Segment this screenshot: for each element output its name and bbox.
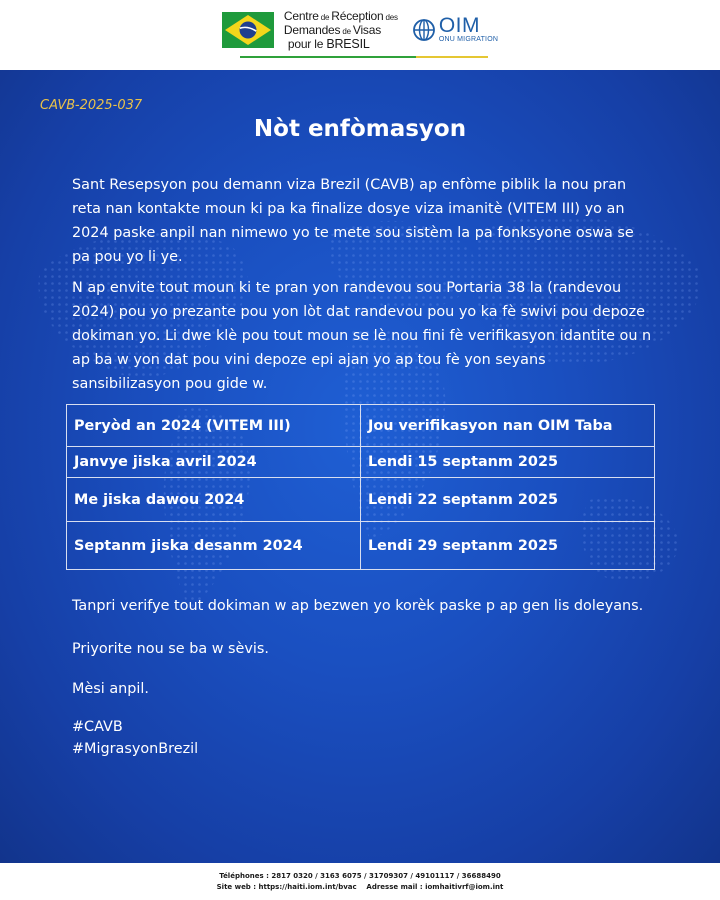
- website-link[interactable]: https://haiti.iom.int/bvac: [258, 883, 357, 891]
- footer-phones: Téléphones : 2817 0320 / 3163 6075 / 31709307 / 49101117 / 36688490: [219, 872, 501, 880]
- verification-schedule-table: [66, 404, 655, 570]
- header-underline: [240, 56, 488, 58]
- logo-line-2: Demandes de Visas: [283, 23, 382, 37]
- instructions-paragraph: N ap envite tout moun ki te pran yon randevou sou Portaria 38 la (randevou 2024) pou yo prezante pou yon lòt dat randevou pou yo ka fè swivi pou depoze dokiman yo. Li dwe klè pou tout moun se lè nou fini fè verifikasyon idantite ou n ap ba w yon dat pou vini depoze epi ajan yo ap tou fè yon seyans sansibilizasyon pou gide w.: [72, 280, 652, 392]
- page-header: [0, 0, 720, 70]
- logo-line-3: pour le BRESIL: [287, 37, 370, 51]
- oim-acronym: OIM: [438, 14, 481, 37]
- oim-globe-icon: [412, 18, 436, 42]
- site-label: Site web :: [216, 883, 259, 891]
- hashtag-cavb: #CAVB: [72, 719, 123, 735]
- date-cell: Lendi 15 septanm 2025: [361, 447, 655, 478]
- table-header-date: Jou verifikasyon nan OIM Taba: [361, 405, 655, 447]
- table-header-row: [67, 405, 655, 447]
- date-cell: Lendi 29 septanm 2025: [361, 522, 655, 570]
- thanks-text: Mèsi anpil.: [72, 681, 149, 697]
- brazil-flag-icon: [222, 12, 274, 48]
- table-row: [67, 478, 655, 522]
- intro-paragraph: Sant Resepsyon pou demann viza Brezil (CAVB) ap enfòme piblik la nou pran reta nan kontakte moun ki pa ka finalize dosye viza imanitè (VITEM III) yo an 2024 paske anpil nan nimewo yo te mete sou sistèm la pa fonksyone oswa se pa pou yo li ye.: [72, 177, 634, 265]
- reference-number: CAVB-2025-037: [40, 98, 143, 113]
- footer-contacts: [0, 882, 720, 893]
- date-cell: Lendi 22 septanm 2025: [361, 478, 655, 522]
- email-link[interactable]: iomhaitivrf@iom.int: [425, 883, 504, 891]
- period-cell: Septanm jiska desanm 2024: [67, 522, 361, 570]
- oim-subtitle: ONU MIGRATION: [438, 36, 499, 43]
- cavb-logo-text: [284, 10, 398, 50]
- documents-notice: Tanpri verifye tout dokiman w ap bezwen yo korèk paske p ap gen lis doleyans.: [72, 598, 644, 614]
- oim-logo: [412, 16, 498, 44]
- priority-notice: Priyorite nou se ba w sèvis.: [72, 641, 269, 657]
- period-cell: Me jiska dawou 2024: [67, 478, 361, 522]
- table-header-period: Peryòd an 2024 (VITEM III): [67, 405, 361, 447]
- table-row: [67, 522, 655, 570]
- info-panel: [0, 70, 720, 863]
- header-logos: [222, 10, 498, 50]
- table-row: [67, 447, 655, 478]
- page-title: Nòt enfòmasyon: [253, 116, 467, 142]
- hashtag-migrasyon: #MigrasyonBrezil: [72, 741, 199, 757]
- page-footer: [0, 863, 720, 900]
- logo-line-1: Centre de Réception des: [283, 9, 398, 23]
- mail-label: Adresse mail :: [366, 883, 426, 891]
- period-cell: Janvye jiska avril 2024: [67, 447, 361, 478]
